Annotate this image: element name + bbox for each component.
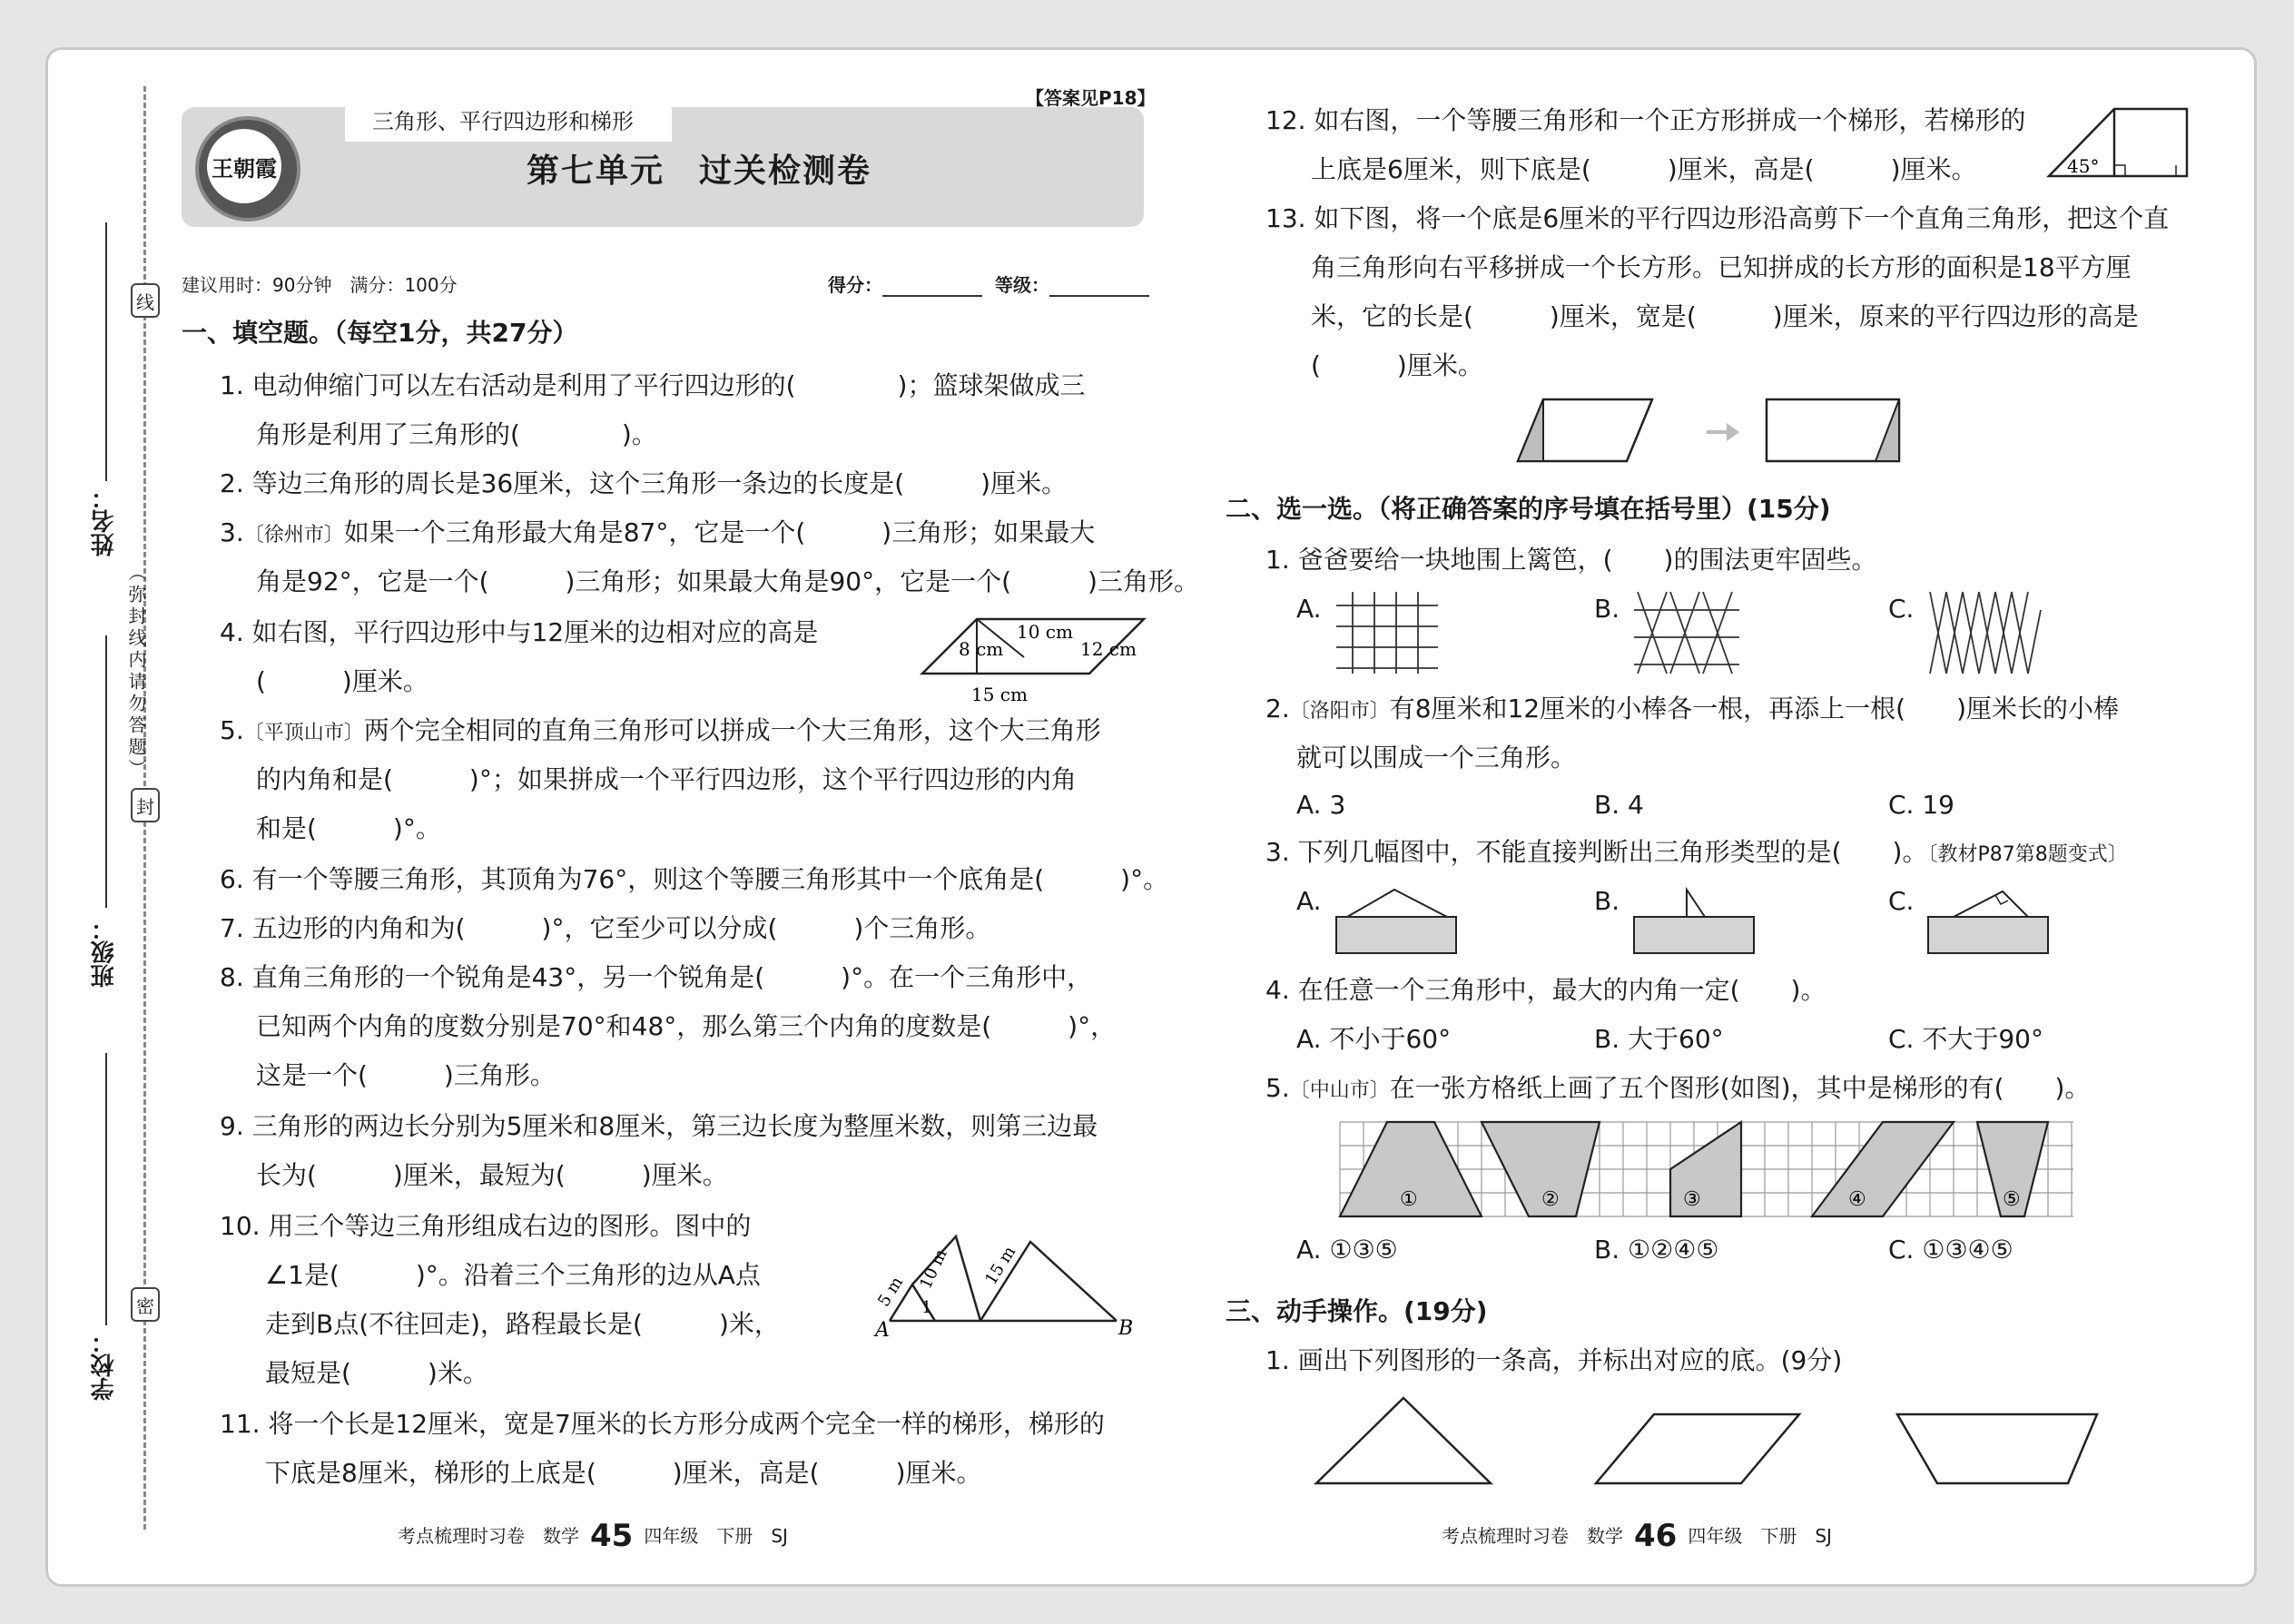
section-1-heading: 一、填空题。（每空1分，共27分） — [182, 318, 578, 348]
q4-label-8: 8 cm — [959, 638, 1004, 660]
q13-moved-triangle — [1876, 399, 1899, 461]
seal-char-mi: 密 — [131, 1287, 160, 1322]
q9-line1: 9. 三角形的两边长分别为5厘米和8厘米，第三边长度为整厘米数，则第三边最 — [220, 1111, 1098, 1141]
c2-option-a[interactable]: A. 3 — [1296, 790, 1346, 820]
c1-line: 1. 爸爸要给一块地围上篱笆，( )的围法更牢固些。 — [1265, 545, 1877, 575]
q4-label-10: 10 cm — [1017, 621, 1073, 643]
q10-line4: 最短是( )米。 — [265, 1358, 488, 1388]
footer-right — [1442, 1518, 1832, 1554]
d1-line: 1. 画出下列图形的一条高，并标出对应的底。(9分) — [1265, 1345, 1843, 1375]
q13-figure — [1516, 396, 1906, 465]
q9-line2: 长为( )厘米，最短为( )厘米。 — [256, 1160, 728, 1190]
q4-parallelogram-figure — [917, 608, 1162, 708]
brand-logo-text: 王朝霞 — [207, 129, 281, 203]
c5-label-1: ① — [1400, 1188, 1418, 1211]
q10-line3: 走到B点(不往回走)，路程最长是( )米， — [265, 1309, 780, 1339]
name-label: 姓名： — [91, 486, 118, 556]
c1-option-a[interactable]: A. — [1296, 594, 1322, 624]
c5-grid-figure — [1340, 1122, 2073, 1218]
q3-line1 — [220, 517, 1095, 551]
section-3-heading: 三、动手操作。(19分) — [1226, 1296, 1488, 1326]
c1-fence-grid-c — [1928, 592, 2043, 674]
q11-line1: 11. 将一个长是12厘米，宽是7厘米的长方形分成两个完全一样的梯形，梯形的 — [220, 1409, 1105, 1439]
q10-line2: ∠1是( )°。沿着三个三角形的边从A点 — [265, 1260, 761, 1290]
q3-region-tag: 〔徐州市〕 — [243, 524, 344, 546]
c2-line1 — [1265, 694, 2119, 727]
q10-angle-1: 1 — [921, 1298, 932, 1317]
page-number-left: 45 — [590, 1518, 634, 1554]
q8-line2: 已知两个内角的度数分别是70°和48°，那么第三个内角的度数是( )°， — [256, 1011, 1117, 1041]
seal-char-feng: 封 — [131, 788, 160, 822]
q5-line2: 的内角和是( )°；如果拼成一个平行四边形，这个平行四边形的内角 — [256, 764, 1077, 794]
q7-line: 7. 五边形的内角和为( )°，它至少可以分成( )个三角形。 — [220, 913, 991, 943]
c5-label-5: ⑤ — [2003, 1188, 2021, 1211]
c4-option-a[interactable]: A. 不小于60° — [1296, 1024, 1452, 1054]
q11-line2: 下底是8厘米，梯形的上底是( )厘米，高是( )厘米。 — [265, 1458, 982, 1488]
class-field[interactable] — [105, 635, 107, 908]
c1-fence-grid-a — [1336, 592, 1438, 674]
school-label: 学校： — [91, 1330, 118, 1401]
c3-textbook-tag: 〔教材P87第8题变式〕 — [1927, 843, 2128, 866]
q8-line1: 8. 直角三角形的一个锐角是43°，另一个锐角是( )°。在一个三角形中， — [220, 962, 1093, 992]
grade-field[interactable] — [1049, 277, 1149, 297]
score-field[interactable] — [882, 277, 982, 297]
answer-reference: 【答案见P18】 — [1026, 87, 1156, 109]
c3-option-c[interactable]: C. — [1888, 886, 1915, 916]
d1-trapezoid[interactable] — [1897, 1414, 2097, 1483]
c2-line2: 就可以围成一个三角形。 — [1296, 743, 1577, 773]
q5-region-tag: 〔平顶山市〕 — [243, 722, 364, 744]
c5-option-b[interactable]: B. ①②④⑤ — [1594, 1235, 1719, 1265]
q1-line1: 1. 电动伸缩门可以左右活动是利用了平行四边形的( )；篮球架做成三 — [220, 370, 1086, 400]
q3-line2: 角是92°，它是一个( )三角形；如果最大角是90°，它是一个( )三角形。 — [256, 566, 1199, 596]
q12-line1: 12. 如右图，一个等腰三角形和一个正方形拼成一个梯形，若梯形的 — [1265, 105, 2026, 135]
score-label: 得分： — [828, 274, 882, 296]
school-field[interactable] — [105, 1053, 107, 1325]
c1-fence-grid-b — [1634, 592, 1739, 674]
footer-right-book: 考点梳理时习卷 数学 — [1442, 1525, 1623, 1547]
page-title: 第七单元 过关检测卷 — [527, 153, 872, 190]
c5-text: 在一张方格纸上画了五个图形(如图)，其中是梯形的有( )。 — [1389, 1073, 2091, 1103]
q13-line3: 米，它的长是( )厘米，宽是( )厘米，原来的平行四边形的高是 — [1311, 301, 2139, 331]
q13-line2: 角三角形向右平移拼成一个长方形。已知拼成的长方形的面积是18平方厘 — [1311, 252, 2132, 282]
c3-option-a[interactable]: A. — [1296, 886, 1322, 916]
q10-triangles-figure — [871, 1235, 1144, 1343]
c5-label-3: ③ — [1683, 1188, 1701, 1211]
grade-label: 等级： — [995, 274, 1049, 296]
time-info: 建议用时：90分钟 满分：100分 — [182, 274, 458, 296]
q12-angle-label: 45° — [2067, 155, 2100, 177]
c1-option-c[interactable]: C. — [1888, 594, 1915, 624]
footer-left-grade: 四年级 下册 SJ — [644, 1525, 788, 1547]
c3-option-b[interactable]: B. — [1594, 886, 1620, 916]
c4-option-c[interactable]: C. 不大于90° — [1888, 1024, 2043, 1054]
q4-line1: 4. 如右图，平行四边形中与12厘米的边相对应的高是 — [220, 617, 819, 647]
q1-line2: 角形是利用了三角形的( )。 — [256, 419, 657, 449]
q8-line3: 这是一个( )三角形。 — [256, 1060, 556, 1090]
c5-region-tag: 〔中山市〕 — [1289, 1079, 1390, 1102]
footer-left — [398, 1518, 788, 1554]
c5-option-c[interactable]: C. ①③④⑤ — [1888, 1235, 2013, 1265]
q5-number: 5. — [220, 715, 244, 745]
q5-line3: 和是( )°。 — [256, 813, 441, 843]
q13-line1: 13. 如下图，将一个底是6厘米的平行四边形沿高剪下一个直角三角形，把这个直 — [1265, 203, 2170, 233]
d1-shapes — [1313, 1394, 2164, 1487]
q5-line1 — [220, 715, 1101, 749]
q10-label-15m: 15 m — [981, 1243, 1020, 1289]
c1-option-b[interactable]: B. — [1594, 594, 1620, 624]
c3-text: 3. 下列几幅图中，不能直接判断出三角形类型的是( )。 — [1265, 837, 1928, 867]
q10-label-5m: 5 m — [874, 1273, 908, 1311]
c4-line: 4. 在任意一个三角形中，最大的内角一定( )。 — [1265, 975, 1826, 1005]
q13-cut-triangle — [1518, 399, 1543, 461]
q5-text: 两个完全相同的直角三角形可以拼成一个大三角形，这个大三角形 — [363, 715, 1101, 745]
d1-triangle[interactable] — [1316, 1398, 1491, 1483]
c4-option-b[interactable]: B. 大于60° — [1594, 1024, 1724, 1054]
q4-label-12: 12 cm — [1080, 638, 1137, 660]
score-box — [828, 271, 982, 297]
c3-figure-b — [1632, 888, 1756, 955]
c5-label-4: ④ — [1848, 1188, 1866, 1211]
name-field[interactable] — [105, 222, 107, 481]
footer-left-book: 考点梳理时习卷 数学 — [398, 1525, 579, 1547]
c2-option-c[interactable]: C. 19 — [1888, 790, 1954, 820]
page-number-right: 46 — [1634, 1518, 1678, 1554]
c2-text: 有8厘米和12厘米的小棒各一根，再添上一根( )厘米长的小棒 — [1389, 694, 2120, 723]
footer-right-grade: 四年级 下册 SJ — [1688, 1525, 1832, 1547]
d1-parallelogram[interactable] — [1596, 1414, 1799, 1483]
q4-label-15: 15 cm — [971, 684, 1028, 705]
c2-region-tag: 〔洛阳市〕 — [1289, 700, 1390, 723]
q3-number: 3. — [220, 517, 244, 547]
q3-text: 如果一个三角形最大角是87°，它是一个( )三角形；如果最大 — [343, 517, 1096, 547]
class-label: 班级： — [91, 917, 118, 988]
c5-shape-3 — [1670, 1122, 1741, 1216]
section-2-heading: 二、选一选。（将正确答案的序号填在括号里）(15分) — [1226, 494, 1831, 524]
c3-figure-c — [1926, 888, 2050, 955]
seal-note: （弥封线内请勿答题） — [125, 563, 147, 781]
c3-line — [1265, 837, 2128, 871]
seal-char-xian: 线 — [131, 283, 160, 318]
q12-line2: 上底是6厘米，则下底是( )厘米，高是( )厘米。 — [1311, 154, 1977, 184]
grade-box — [995, 271, 1149, 297]
c2-number: 2. — [1265, 694, 1290, 723]
q6-line: 6. 有一个等腰三角形，其顶角为76°，则这个等腰三角形其中一个底角是( )°。 — [220, 864, 1169, 894]
q12-right-angle-mark — [2114, 165, 2125, 176]
q12-trapezoid-figure — [2047, 102, 2192, 180]
c2-option-b[interactable]: B. 4 — [1594, 790, 1644, 820]
q10-label-10m: 10 m — [916, 1245, 951, 1293]
c5-line — [1265, 1073, 2090, 1107]
c3-figure-a — [1334, 888, 1458, 955]
q10-point-a: A — [875, 1319, 890, 1342]
q4-line2: ( )厘米。 — [256, 666, 428, 696]
topic-tab: 三角形、平行四边形和梯形 — [345, 102, 672, 142]
c5-label-2: ② — [1541, 1188, 1560, 1211]
c5-number: 5. — [1265, 1073, 1290, 1103]
q10-line1: 10. 用三个等边三角形组成右边的图形。图中的 — [220, 1211, 752, 1241]
q13-line4: ( )厘米。 — [1311, 350, 1483, 380]
q2-line: 2. 等边三角形的周长是36厘米，这个三角形一条边的长度是( )厘米。 — [220, 468, 1068, 498]
q10-point-b: B — [1118, 1317, 1134, 1340]
q13-arrow-icon — [1707, 423, 1739, 441]
c5-option-a[interactable]: A. ①③⑤ — [1296, 1235, 1398, 1265]
